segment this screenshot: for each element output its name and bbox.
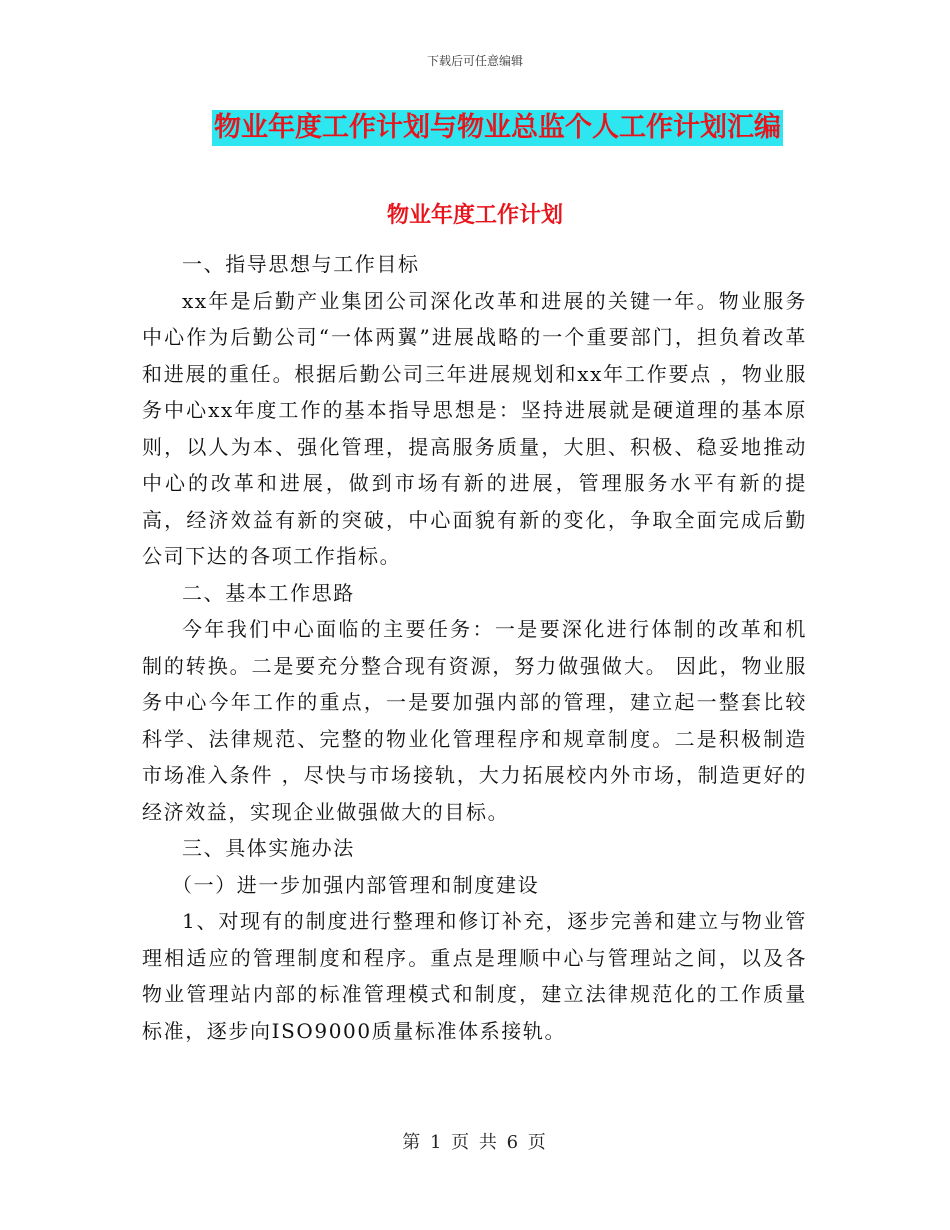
heading-implementation: 三、具体实施办法 xyxy=(182,836,355,860)
main-title: 物业年度工作计划与物业总监个人工作计划汇编 xyxy=(212,110,783,146)
page-header-note: 下载后可任意编辑 xyxy=(426,54,523,68)
page-number: 第 1 页 共 6 页 xyxy=(402,1132,548,1153)
section-title: 物业年度工作计划 xyxy=(386,203,563,228)
subheading-internal-management: （一）进一步加强内部管理和制度建设 xyxy=(172,872,540,897)
paragraph-guiding-ideology: xx年是后勤产业集团公司深化改革和进展的关键一年。物业服务中心作为后勤公司“一体两翼”进展战略的一个重要部门，担负着改革和进展的重任。根据后勤公司三年进展规划和xx年工作要点 ，物业服务中心xx年度工作的基本指导思想是：坚持进展就是硬道理的基本原则，以人为本、强化管理，提高服务质量，大胆、积极、稳妥地推动中心的改革和进展，做到市场有新的进展，管理服务水平有新的提高，经济效益有新的突破，中心面貌有新的变化，争取全面完成后勤公司下达的各项工作指标。 xyxy=(142,288,807,568)
paragraph-item-1: 1、对现有的制度进行整理和修订补充，逐步完善和建立与物业管理相适应的管理制度和程序。重点是理顺中心与管理站之间，以及各物业管理站内部的标准管理模式和制度，建立法律规范化的工作质量标准，逐步向ISO9000质量标准体系接轨。 xyxy=(142,909,807,1043)
main-title-container xyxy=(0,110,950,146)
paragraph-work-approach: 今年我们中心面临的主要任务：一是要深化进行体制的改革和机制的转换。二是要充分整合现有资源，努力做强做大。 因此，物业服务中心今年工作的重点，一是要加强内部的管理，建立起一整套比较科学、法律规范、完整的物业化管理程序和规章制度。二是积极制造市场准入条件 ，尽快与市场接轨，大力拓展校内外市场，制造更好的经济效益，实现企业做强做大的目标。 xyxy=(142,617,807,824)
document-body xyxy=(142,246,807,1049)
heading-work-approach: 二、基本工作思路 xyxy=(182,580,355,605)
heading-guiding-ideology: 一、指导思想与工作目标 xyxy=(182,252,420,276)
